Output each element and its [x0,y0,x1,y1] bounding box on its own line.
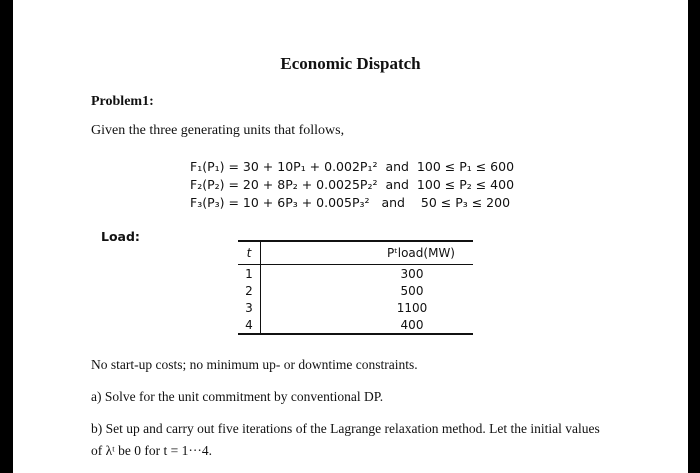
table-row [238,265,473,282]
equation-1-and: and [385,159,409,174]
header-p-load: Pᵗload(MW) [386,246,455,260]
cell-t: 1 [238,265,261,282]
constraints-note: No start-up costs; no minimum up- or downtime constraints. [91,357,418,372]
equation-3 [190,194,514,212]
equation-2-and: and [385,177,409,192]
part-b-line-1: b) Set up and carry out five iterations of the Lagrange relaxation method. Let the initial values [91,421,600,436]
part-b-line-2: of λᵗ be 0 for t = 1···4. [91,443,212,458]
document-page [13,0,688,473]
table-row [238,282,473,299]
equation-3-limits: 50 ≤ P₃ ≤ 200 [420,195,511,210]
equation-1-limits: 100 ≤ P₁ ≤ 600 [416,159,515,174]
table-header [238,242,473,265]
cell-t: 4 [238,316,261,333]
equation-2-limits: 100 ≤ P₂ ≤ 400 [416,177,515,192]
header-t: t [238,242,261,264]
equation-block [190,158,514,212]
part-a-text: a) Solve for the unit commitment by conventional DP. [91,389,384,404]
equation-3-and: and [381,195,405,210]
equation-2-cost: F₂(P₂) = 20 + 8P₂ + 0.0025P₂² [190,177,378,192]
table-row [238,299,473,316]
equation-3-cost: F₃(P₃) = 10 + 6P₃ + 0.005P₃² [190,195,370,210]
cell-load: 300 [400,266,424,281]
problem-label: Problem1: [91,94,154,109]
page-title: Economic Dispatch [280,54,421,73]
intro-text: Given the three generating units that follows, [91,123,345,138]
table-row [238,316,473,333]
cell-load: 1100 [396,300,428,315]
cell-load: 500 [400,283,424,298]
load-table [238,240,473,335]
cell-load: 400 [400,317,424,332]
equation-1 [190,158,514,176]
cell-t: 3 [238,299,261,316]
load-label: Load: [101,229,140,244]
equation-1-cost: F₁(P₁) = 30 + 10P₁ + 0.002P₁² [190,159,378,174]
cell-t: 2 [238,282,261,299]
equation-2 [190,176,514,194]
